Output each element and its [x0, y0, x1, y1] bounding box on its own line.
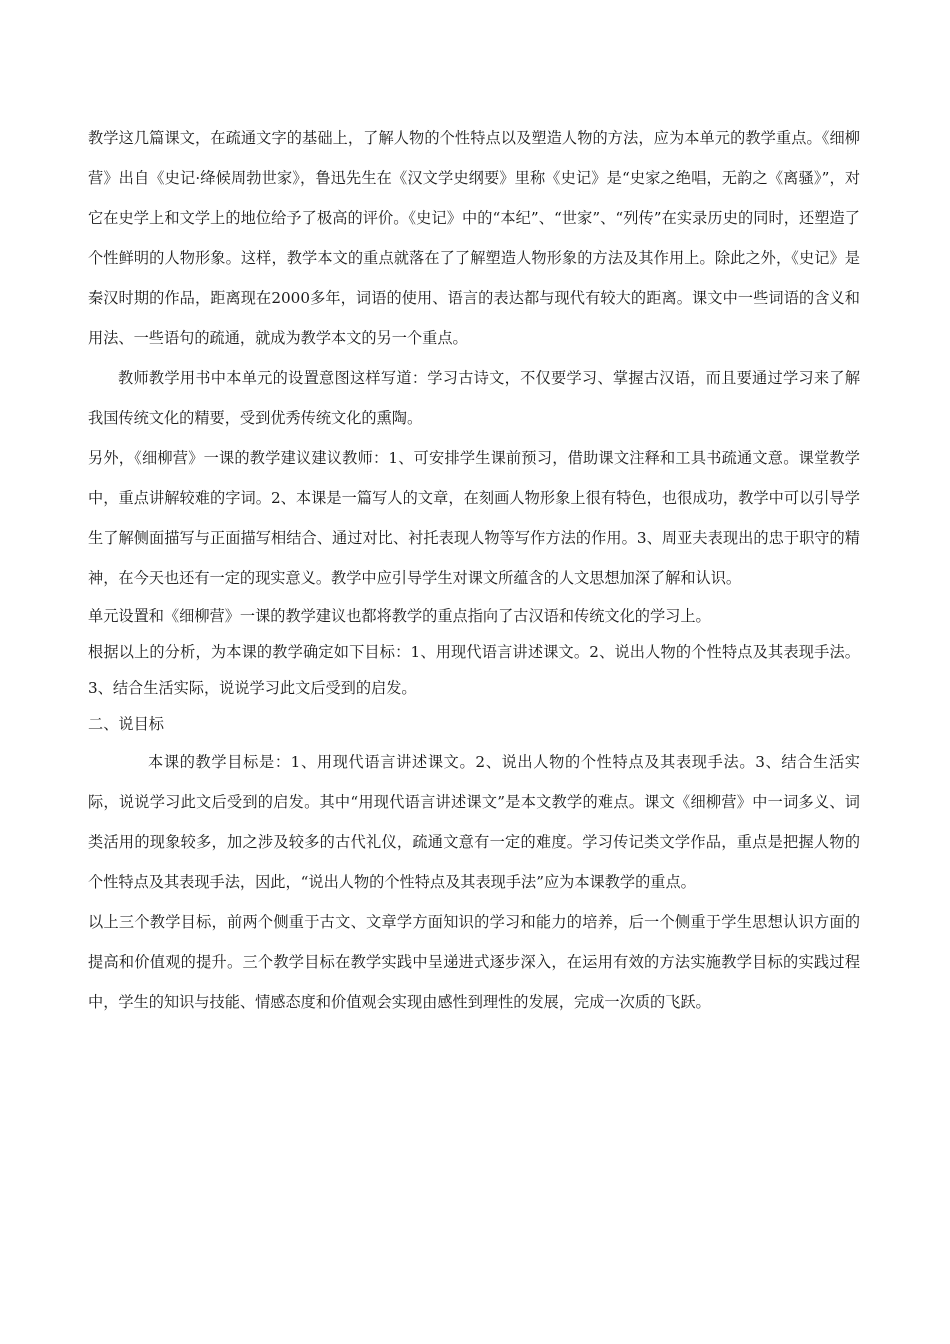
paragraph-unit-summary: 单元设置和《细柳营》一课的教学建议也都将教学的重点指向了古汉语和传统文化的学习上。: [88, 607, 711, 625]
paragraph-objectives-conclusion: 以上三个教学目标，前两个侧重于古文、文章学方面知识的学习和能力的培养，后一个侧重于学生思想认识方面的提高和价值观的提升。三个教学目标在教学实践中呈递进式逐步深入，在运用有效的方法实施教学目标的实践过程中，学生的知识与技能、情感态度和价值观会实现由感性到理性的发展，完成一次质的飞跃。: [88, 913, 860, 1011]
paragraph-objectives-derived: 根据以上的分析，为本课的教学确定如下目标：1、用现代语言讲述课文。2、说出人物的个性特点及其表现手法。3、结合生活实际，说说学习此文后受到的启发。: [88, 643, 860, 697]
paragraph-teaching-focus: 教学这几篇课文，在疏通文字的基础上，了解人物的个性特点以及塑造人物的方法，应为本单元的教学重点。《细柳营》出自《史记·绛候周勃世家》，鲁迅先生在《汉文学史纲要》里称《史记》是“史家之绝唱，无韵之《离骚》”，对它在史学上和文学上的地位给予了极高的评价。《史记》中的“本纪”、“世家”、“列传”在实录历史的同时，还塑造了个性鲜明的人物形象。这样，教学本文的重点就落在了了解塑造人物形象的方法及其作用上。除此之外，《史记》是秦汉时期的作品，距离现在2000多年，词语的使用、语言的表达都与现代有较大的距离。课文中一些词语的含义和用法、一些语句的疏通，就成为教学本文的另一个重点。: [88, 129, 860, 347]
paragraph-objectives-detail: 本课的教学目标是：1、用现代语言讲述课文。2、说出人物的个性特点及其表现手法。3、结合生活实际，说说学习此文后受到的启发。其中“用现代语言讲述课文”是本文教学的难点。课文《细柳营》中一词多义、词类活用的现象较多，加之涉及较多的古代礼仪，疏通文意有一定的难度。学习传记类文学作品，重点是把握人物的个性特点及其表现手法，因此，“说出人物的个性特点及其表现手法”应为本课教学的重点。: [88, 753, 860, 891]
section-heading-objectives: 二、说目标: [88, 715, 164, 733]
paragraph-teaching-suggestions: 另外，《细柳营》一课的教学建议建议教师：1、可安排学生课前预习，借助课文注释和工具书疏通文意。课堂教学中，重点讲解较难的字词。2、本课是一篇写人的文章，在刻画人物形象上很有特色，也很成功，教学中可以引导学生了解侧面描写与正面描写相结合、通过对比、衬托表现人物等写作方法的作用。3、周亚夫表现出的忠于职守的精神，在今天也还有一定的现实意义。教学中应引导学生对课文所蕴含的人文思想加深了解和认识。: [88, 449, 860, 587]
paragraph-unit-intent: 教师教学用书中本单元的设置意图这样写道：学习古诗文，不仅要学习、掌握古汉语，而且要通过学习来了解我国传统文化的精要，受到优秀传统文化的熏陶。: [88, 369, 860, 427]
document-page: [88, 118, 860, 1022]
